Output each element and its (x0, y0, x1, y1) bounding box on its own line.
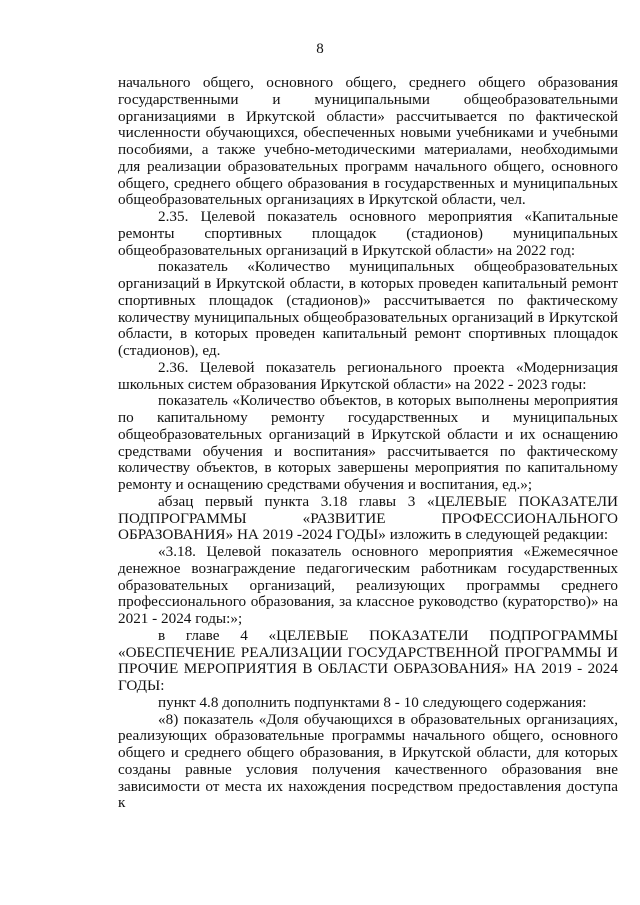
paragraph: «3.18. Целевой показатель основного мероприятия «Ежемесячное денежное вознаграждение педагогическим работникам государственных образовательных организаций, реализующих программы среднего профессионального образования, за классное руководство (кураторство)» на 2021 - 2024 годы:»; (118, 543, 618, 627)
paragraph: 2.36. Целевой показатель регионального проекта «Модернизация школьных систем образования Иркутской области» на 2022 - 2023 годы: (118, 358, 618, 393)
paragraph: пункт 4.8 дополнить подпунктами 8 - 10 следующего содержания: (158, 693, 587, 711)
paragraph: абзац первый пункта 3.18 главы 3 «ЦЕЛЕВЫЕ ПОКАЗАТЕЛИ ПОДПРОГРАММЫ «РАЗВИТИЕ ПРОФЕССИОНАЛЬНОГО ОБРАЗОВАНИЯ» НА 2019 -2024 ГОДЫ» изложить в следующей редакции: (118, 492, 618, 544)
document-body (118, 75, 618, 812)
paragraph: 2.35. Целевой показатель основного мероприятия «Капитальные ремонты спортивных площадок (стадионов) муниципальных общеобразовательных организаций в Иркутской области» на 2022 год: (118, 208, 618, 259)
paragraph: начального общего, основного общего, среднего общего образования государственными и муниципальными общеобразовательными организациями в Иркутской области» рассчитывается по фактической численности обучающихся, обеспеченных новыми учебниками и учебными пособиями, а также учебно-методическими материалами, необходимыми для реализации образовательных программ начального общего, основного общего, среднего общего образования в государственных и муниципальных общеобразовательных организациях в Иркутской области, чел. (118, 74, 618, 209)
paragraph: показатель «Количество муниципальных общеобразовательных организаций в Иркутской области, в которых проведен капитальный ремонт спортивных площадок (стадионов)» рассчитывается по фактическому количеству муниципальных общеобразовательных организаций в Иркутской области, в которых проведен капитальный ремонт спортивных площадок (стадионов), ед. (118, 258, 618, 359)
paragraph: показатель «Количество объектов, в которых выполнены мероприятия по капитальному ремонту государственных и муниципальных общеобразовательных организаций в Иркутской области и их оснащению средствами обучения и воспитания» рассчитывается по фактическому количеству объектов, в которых завершены мероприятия по капитальному ремонту и оснащению средствами обучения и воспитания, ед.»; (118, 392, 618, 493)
paragraph: «8) показатель «Доля обучающихся в образовательных организациях, реализующих образовательные программы начального общего, основного общего и среднего общего образования, в Иркутской области, для которых созданы равные условия получения качественного образования вне зависимости от места их нахождения посредством предоставления доступа к (118, 710, 618, 812)
paragraph: в главе 4 «ЦЕЛЕВЫЕ ПОКАЗАТЕЛИ ПОДПРОГРАММЫ «ОБЕСПЕЧЕНИЕ РЕАЛИЗАЦИИ ГОСУДАРСТВЕННОЙ ПРОГРАММЫ И ПРОЧИЕ МЕРОПРИЯТИЯ В ОБЛАСТИ ОБРАЗОВАНИЯ» НА 2019 - 2024 ГОДЫ: (118, 626, 618, 694)
page-number: 8 (316, 41, 324, 57)
